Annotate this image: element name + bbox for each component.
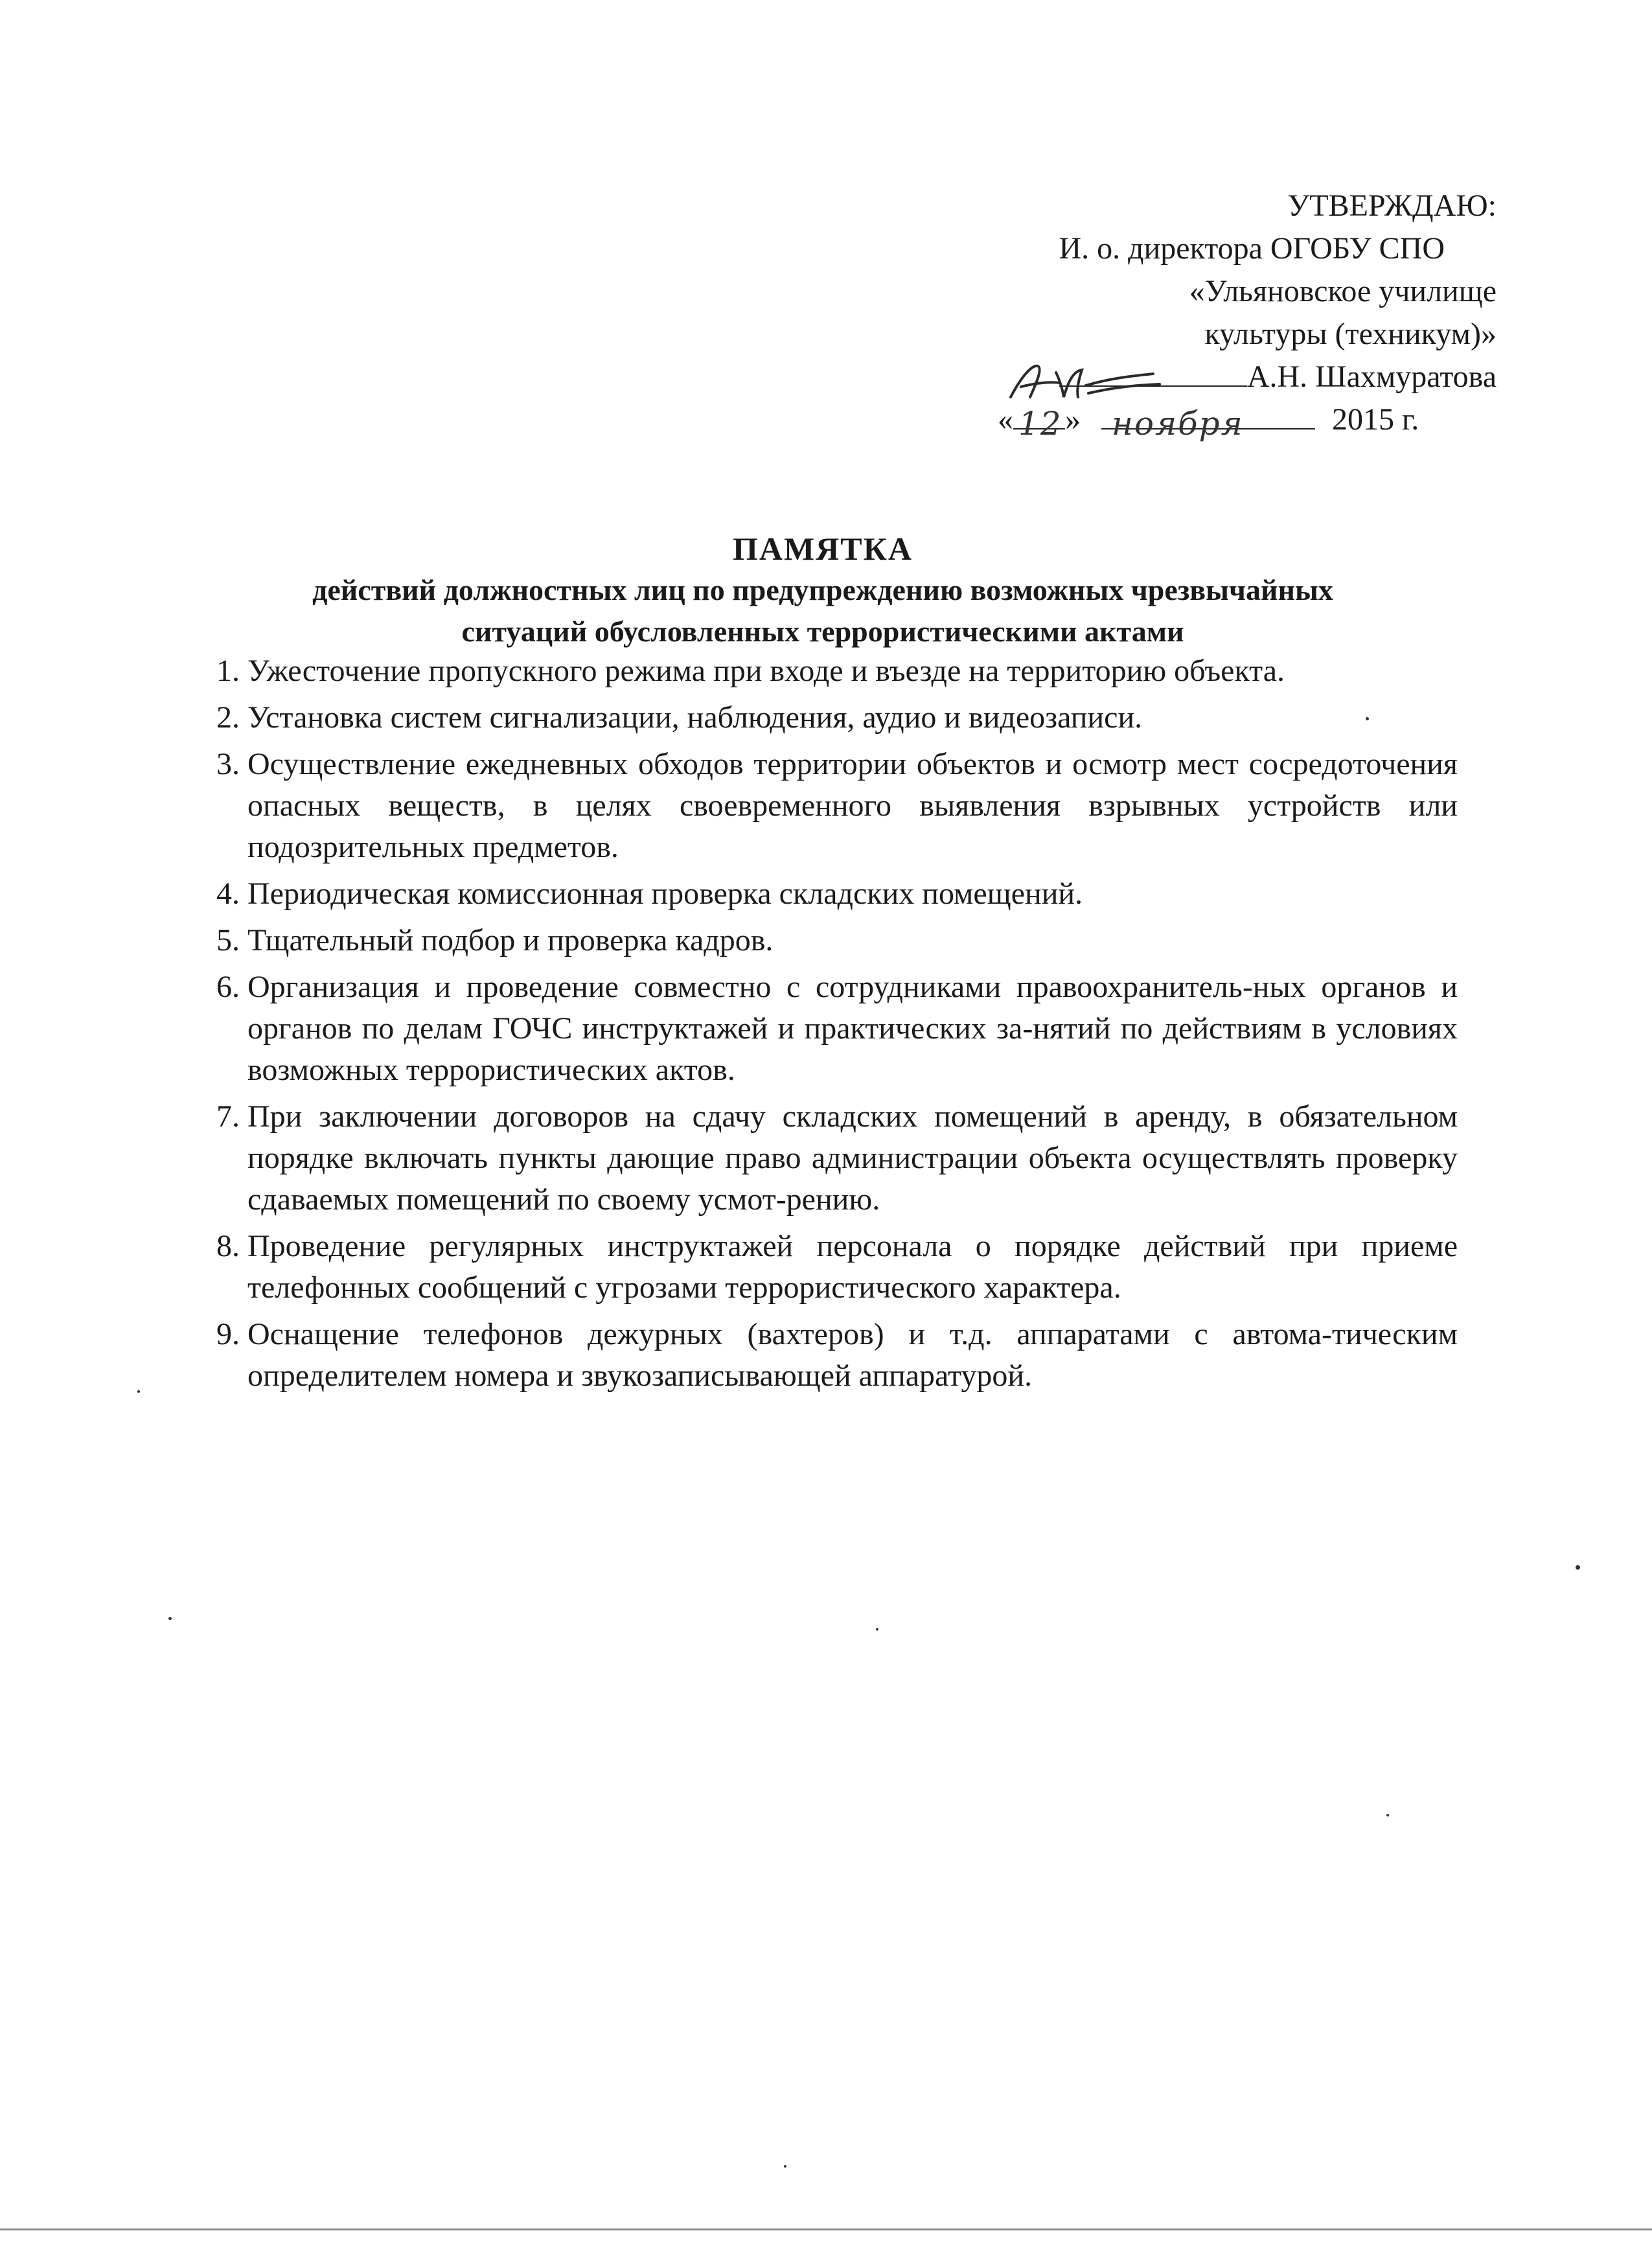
document-subtitle-line1: действий должностных лиц по предупреждению возможных чрезвычайных — [312, 573, 1333, 606]
item-text: Тщательный подбор и проверка кадров. — [247, 923, 774, 957]
signature-line — [959, 356, 1497, 398]
document-title: ПАМЯТКА — [732, 531, 913, 567]
approval-position: И. о. директора ОГОБУ СПО — [1059, 231, 1445, 266]
date-day-blank — [1013, 405, 1065, 442]
scan-speck — [1576, 1565, 1580, 1570]
list-item — [194, 873, 1458, 915]
scan-speck — [168, 1617, 172, 1620]
item-text: Проведение регулярных инструктажей персонала о порядке действий при приеме телефонных сообщений с угрозами террористического характера. — [247, 1229, 1458, 1305]
scan-speck — [137, 1390, 140, 1393]
item-number: 9. — [216, 1317, 240, 1351]
date-open-quote: « — [998, 402, 1013, 437]
list-item — [194, 744, 1458, 868]
date-month-handwritten: ноября — [1112, 405, 1244, 442]
item-number: 8. — [216, 1229, 240, 1263]
item-number: 3. — [216, 747, 240, 781]
list-item — [194, 920, 1458, 961]
list-item — [194, 1226, 1458, 1309]
scan-speck — [1366, 717, 1369, 720]
scan-speck — [784, 2165, 786, 2168]
list-item — [194, 967, 1458, 1091]
item-text: Оснащение телефонов дежурных (вахтеров) и т.д. аппаратами с автома-тическим определителем номера и звукозаписывающей аппаратурой. — [247, 1317, 1458, 1393]
approval-block — [959, 185, 1497, 441]
approval-org-line1: «Ульяновское училище — [1189, 274, 1497, 308]
item-number: 1. — [216, 654, 240, 688]
approval-heading: УТВЕРЖДАЮ: — [1287, 189, 1497, 223]
item-number: 2. — [216, 700, 240, 735]
approval-signatory: А.Н. Шахмуратова — [1246, 360, 1497, 394]
scan-speck — [876, 1628, 878, 1631]
list-item — [194, 650, 1458, 692]
list-item — [194, 1314, 1458, 1397]
item-text: Установка систем сигнализации, наблюдения, аудио и видеозаписи. — [247, 700, 1143, 735]
item-text: Организация и проведение совместно с сотрудниками правоохранитель-ных органов и органов по делам ГОЧС инструктажей и практических за-нятий по действиям в условиях возможных террористических актов. — [247, 970, 1458, 1087]
document-subtitle-line2: ситуаций обусловленных террористическими актами — [461, 615, 1184, 648]
item-text: При заключении договоров на сдачу складских помещений в аренду, в обязательном порядке включать пункты дающие право администрации объекта осуществлять проверку сдаваемых помещений по своему усмот-рению. — [247, 1099, 1458, 1217]
item-text: Периодическая комиссионная проверка складских помещений. — [247, 876, 1083, 911]
item-number: 6. — [216, 970, 240, 1004]
measures-list — [194, 650, 1458, 1402]
scan-bottom-edge — [0, 2228, 1652, 2230]
date-month-blank — [1101, 405, 1315, 442]
scan-speck — [1386, 1814, 1389, 1816]
item-number: 4. — [216, 876, 240, 911]
document-heading — [104, 528, 1542, 652]
list-item — [194, 1096, 1458, 1220]
date-day-handwritten: 12 — [1018, 405, 1062, 442]
date-year: 2015 г. — [1332, 402, 1419, 437]
list-item — [194, 697, 1458, 739]
approval-date — [959, 398, 1497, 441]
item-number: 5. — [216, 923, 240, 957]
item-number: 7. — [216, 1099, 240, 1134]
approval-org-line2: культуры (техникум)» — [1204, 317, 1497, 351]
item-text: Осуществление ежедневных обходов территории объектов и осмотр мест сосредоточения опасных веществ, в целях своевременного выявления взрывных устройств или подозрительных предметов. — [247, 747, 1458, 864]
item-text: Ужесточение пропускного режима при входе и въезде на территорию объекта. — [247, 654, 1285, 688]
date-close-quote: » — [1065, 402, 1081, 437]
